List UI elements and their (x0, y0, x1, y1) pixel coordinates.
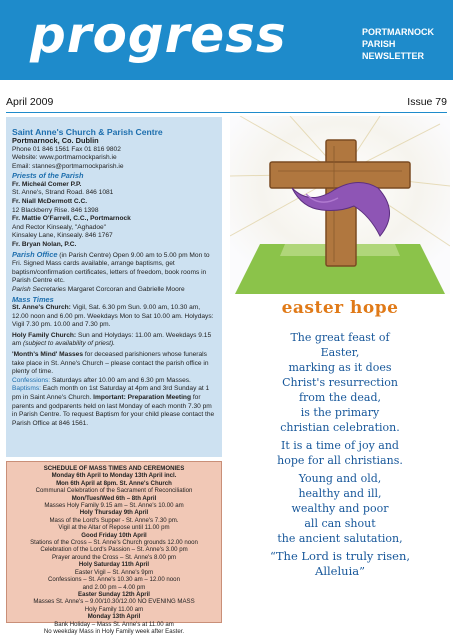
poem-line: Easter, (320, 346, 360, 359)
schedule-day: Mon/Tues/Wed 6th – 8th April (71, 494, 157, 502)
schedule-day: Easter Sunday 12th April (78, 590, 150, 598)
confessions-label: Confessions: (12, 376, 51, 384)
poem-line: all can shout (304, 517, 376, 530)
parish-address: Portmarnock, Co. Dublin (12, 136, 99, 145)
poem-line: healthy and ill, (298, 487, 382, 500)
schedule-day: Holy Saturday 11th April (78, 561, 150, 569)
divider (6, 112, 447, 113)
easter-poem (232, 330, 448, 579)
baptisms-text: Each month on 1st Saturday at 4pm and 3rd Sunday at 1 pm in Saint Anne's Church. (12, 385, 210, 402)
schedule-line: No weekday Mass in Holy Family week after Easter. (43, 627, 185, 635)
st-annes-text: Vigil, Sat. 6.30 pm Sun. 9.00 am, 10.30 am, 12.00 noon and 6.00 pm. Weekdays Mon to Sat 10.00 am. Holydays: Vigil 7.30 pm. 10.00 and 7.30 pm. (12, 304, 214, 329)
priest-name: Fr. Niall McDermott C.C. (12, 198, 88, 206)
poem-line: wealthy and poor (291, 502, 389, 515)
secretaries-text: Margaret Corcoran and Gabrielle Moore (65, 286, 185, 293)
priest-line: 12 Blackberry Rise. 846 1398 (12, 206, 99, 214)
mass-times-heading: Mass Times (12, 294, 54, 304)
schedule-line: Communal Celebration of the Sacrament of Reconciliation (35, 487, 193, 495)
poem-line: from the dead, (298, 391, 382, 404)
st-annes-label: St. Anne's Church: (12, 304, 71, 312)
schedule-line: Prayer around the Cross – St. Anne's 8.00 pm (51, 553, 177, 561)
holy-family-label: Holy Family Church: (12, 331, 77, 339)
office-text: (in Parish Centre) Open 9.00 am to 5.00 pm Mon to Fri. Signed Mass cards available, arrange baptisms, get baptism/confirmation certificates, letters of freedom, book rooms in Parish Centre etc. (12, 251, 210, 285)
mass-schedule-box (6, 461, 222, 635)
schedule-subtitle: Monday 6th April to Monday 13th April incl. (51, 472, 177, 480)
priest-name: Fr. Bryan Nolan, P.C. (12, 241, 77, 249)
schedule-line: Mass of the Lord's Supper - St. Anne's 7.30 pm. (49, 516, 179, 524)
priest-name: Fr. Micheál Comer P.P. (12, 180, 82, 188)
pub-line: PORTMARNOCK (362, 27, 434, 37)
masthead-banner (0, 0, 453, 80)
schedule-line: Easter Vigil – St. Anne's 9pm (74, 568, 154, 576)
schedule-line: Holy Family 11.00 am (84, 605, 144, 613)
poem-line: is the primary (300, 406, 380, 419)
publication-tag (362, 26, 434, 62)
masthead-title: progress (30, 6, 287, 64)
schedule-line: Celebration of the Lord's Passion – St. Anne's 3.00 pm (40, 546, 188, 554)
month-mind-label: 'Month's Mind' Masses (12, 351, 84, 359)
holy-family-note: (subject to availability of priest). (23, 340, 115, 348)
parish-phone: Phone 01 846 1561 Fax 01 816 9802 (12, 145, 121, 153)
secretaries-label: Parish Secretaries (12, 286, 66, 293)
office-heading: Parish Office (12, 249, 58, 259)
parish-info-panel (6, 117, 222, 457)
pub-line: PARISH (362, 39, 396, 49)
poem-line: The great feast of (290, 331, 390, 344)
schedule-line: Vigil at the Altar of Repose until 11.00 pm (58, 524, 170, 532)
schedule-line: Masses Holy Family 9.15 am – St. Anne's 10.00 am (44, 502, 184, 510)
issue-date: April 2009 (6, 96, 54, 108)
holy-family-text: Sun and Holydays: 11.00 am. Weekdays 9.15 am (12, 331, 212, 348)
month-mind-text: for deceased parishioners whose funerals take place in St. Anne's Church – please contact the parish office in plenty of time. (12, 351, 209, 376)
schedule-line: Stations of the Cross – St. Anne's Church grounds 12.00 noon (30, 539, 198, 547)
issue-number: Issue 79 (407, 96, 447, 108)
pub-line: NEWSLETTER (362, 51, 424, 61)
confessions-text: Saturdays after 10.00 am and 6.30 pm Masses. (50, 376, 191, 384)
parish-website: Website: www.portmarnockparish.ie (12, 154, 117, 162)
parish-title: Saint Anne's Church & Parish Centre (12, 127, 163, 137)
poem-line: marking as it does (288, 361, 392, 374)
priest-line: St. Anne's, Strand Road. 846 1081 (12, 189, 114, 197)
poem-line: Alleluia” (315, 564, 365, 578)
schedule-day: Monday 13th April (87, 613, 141, 621)
poem-line: christian celebration. (280, 421, 400, 434)
priests-heading: Priests of the Parish (12, 171, 84, 181)
poem-line: hope for all christians. (277, 454, 403, 467)
poem-line: It is a time of joy and (281, 439, 399, 452)
preparation-label: Important: Preparation Meeting (93, 394, 191, 402)
schedule-line: and 2.00 pm – 4.00 pm (82, 583, 146, 591)
schedule-line: Bank Holiday – Mass St. Anne's at 11.00 am (54, 620, 174, 628)
poem-line: Young and old, (298, 472, 382, 485)
priest-name: Fr. Mattie O'Farrell, C.C., Portmarnock (12, 215, 131, 223)
cross-icon (230, 116, 450, 294)
schedule-day: Holy Thursday 9th April (79, 509, 149, 517)
schedule-day: Good Friday 10th April (81, 531, 147, 539)
cross-illustration (230, 116, 450, 294)
parish-email: Email: stannes@portmarnockparish.ie (12, 162, 124, 170)
schedule-title: SCHEDULE OF MASS TIMES AND CEREMONIES (43, 465, 185, 472)
priest-line: Kinsaley Lane, Kinsealy. 846 1767 (12, 232, 113, 240)
schedule-day: Mon 6th April at 8pm. St. Anne's Church (56, 479, 172, 487)
baptisms-label: Baptisms: (12, 385, 41, 393)
schedule-line: Masses St. Anne's – 9.00/10.30/12.00 NO EVENING MASS (33, 598, 195, 606)
preparation-text: for parents and godparents held on last Monday of each month 7.30 pm in Parish Centre. To request Baptism for your child please contact the Parish Office at 846 1561. (12, 394, 215, 427)
priest-line: And Rector Kinsealy, "Aghadoe" (12, 223, 106, 231)
poem-line: the ancient salutation, (277, 532, 403, 545)
poem-line: Christ's resurrection (282, 376, 398, 389)
poem-line: “The Lord is truly risen, (269, 549, 411, 563)
feature-heading: easter hope (281, 298, 399, 318)
schedule-line: Confessions – St. Anne's 10.30 am – 12.00 noon (48, 576, 180, 584)
